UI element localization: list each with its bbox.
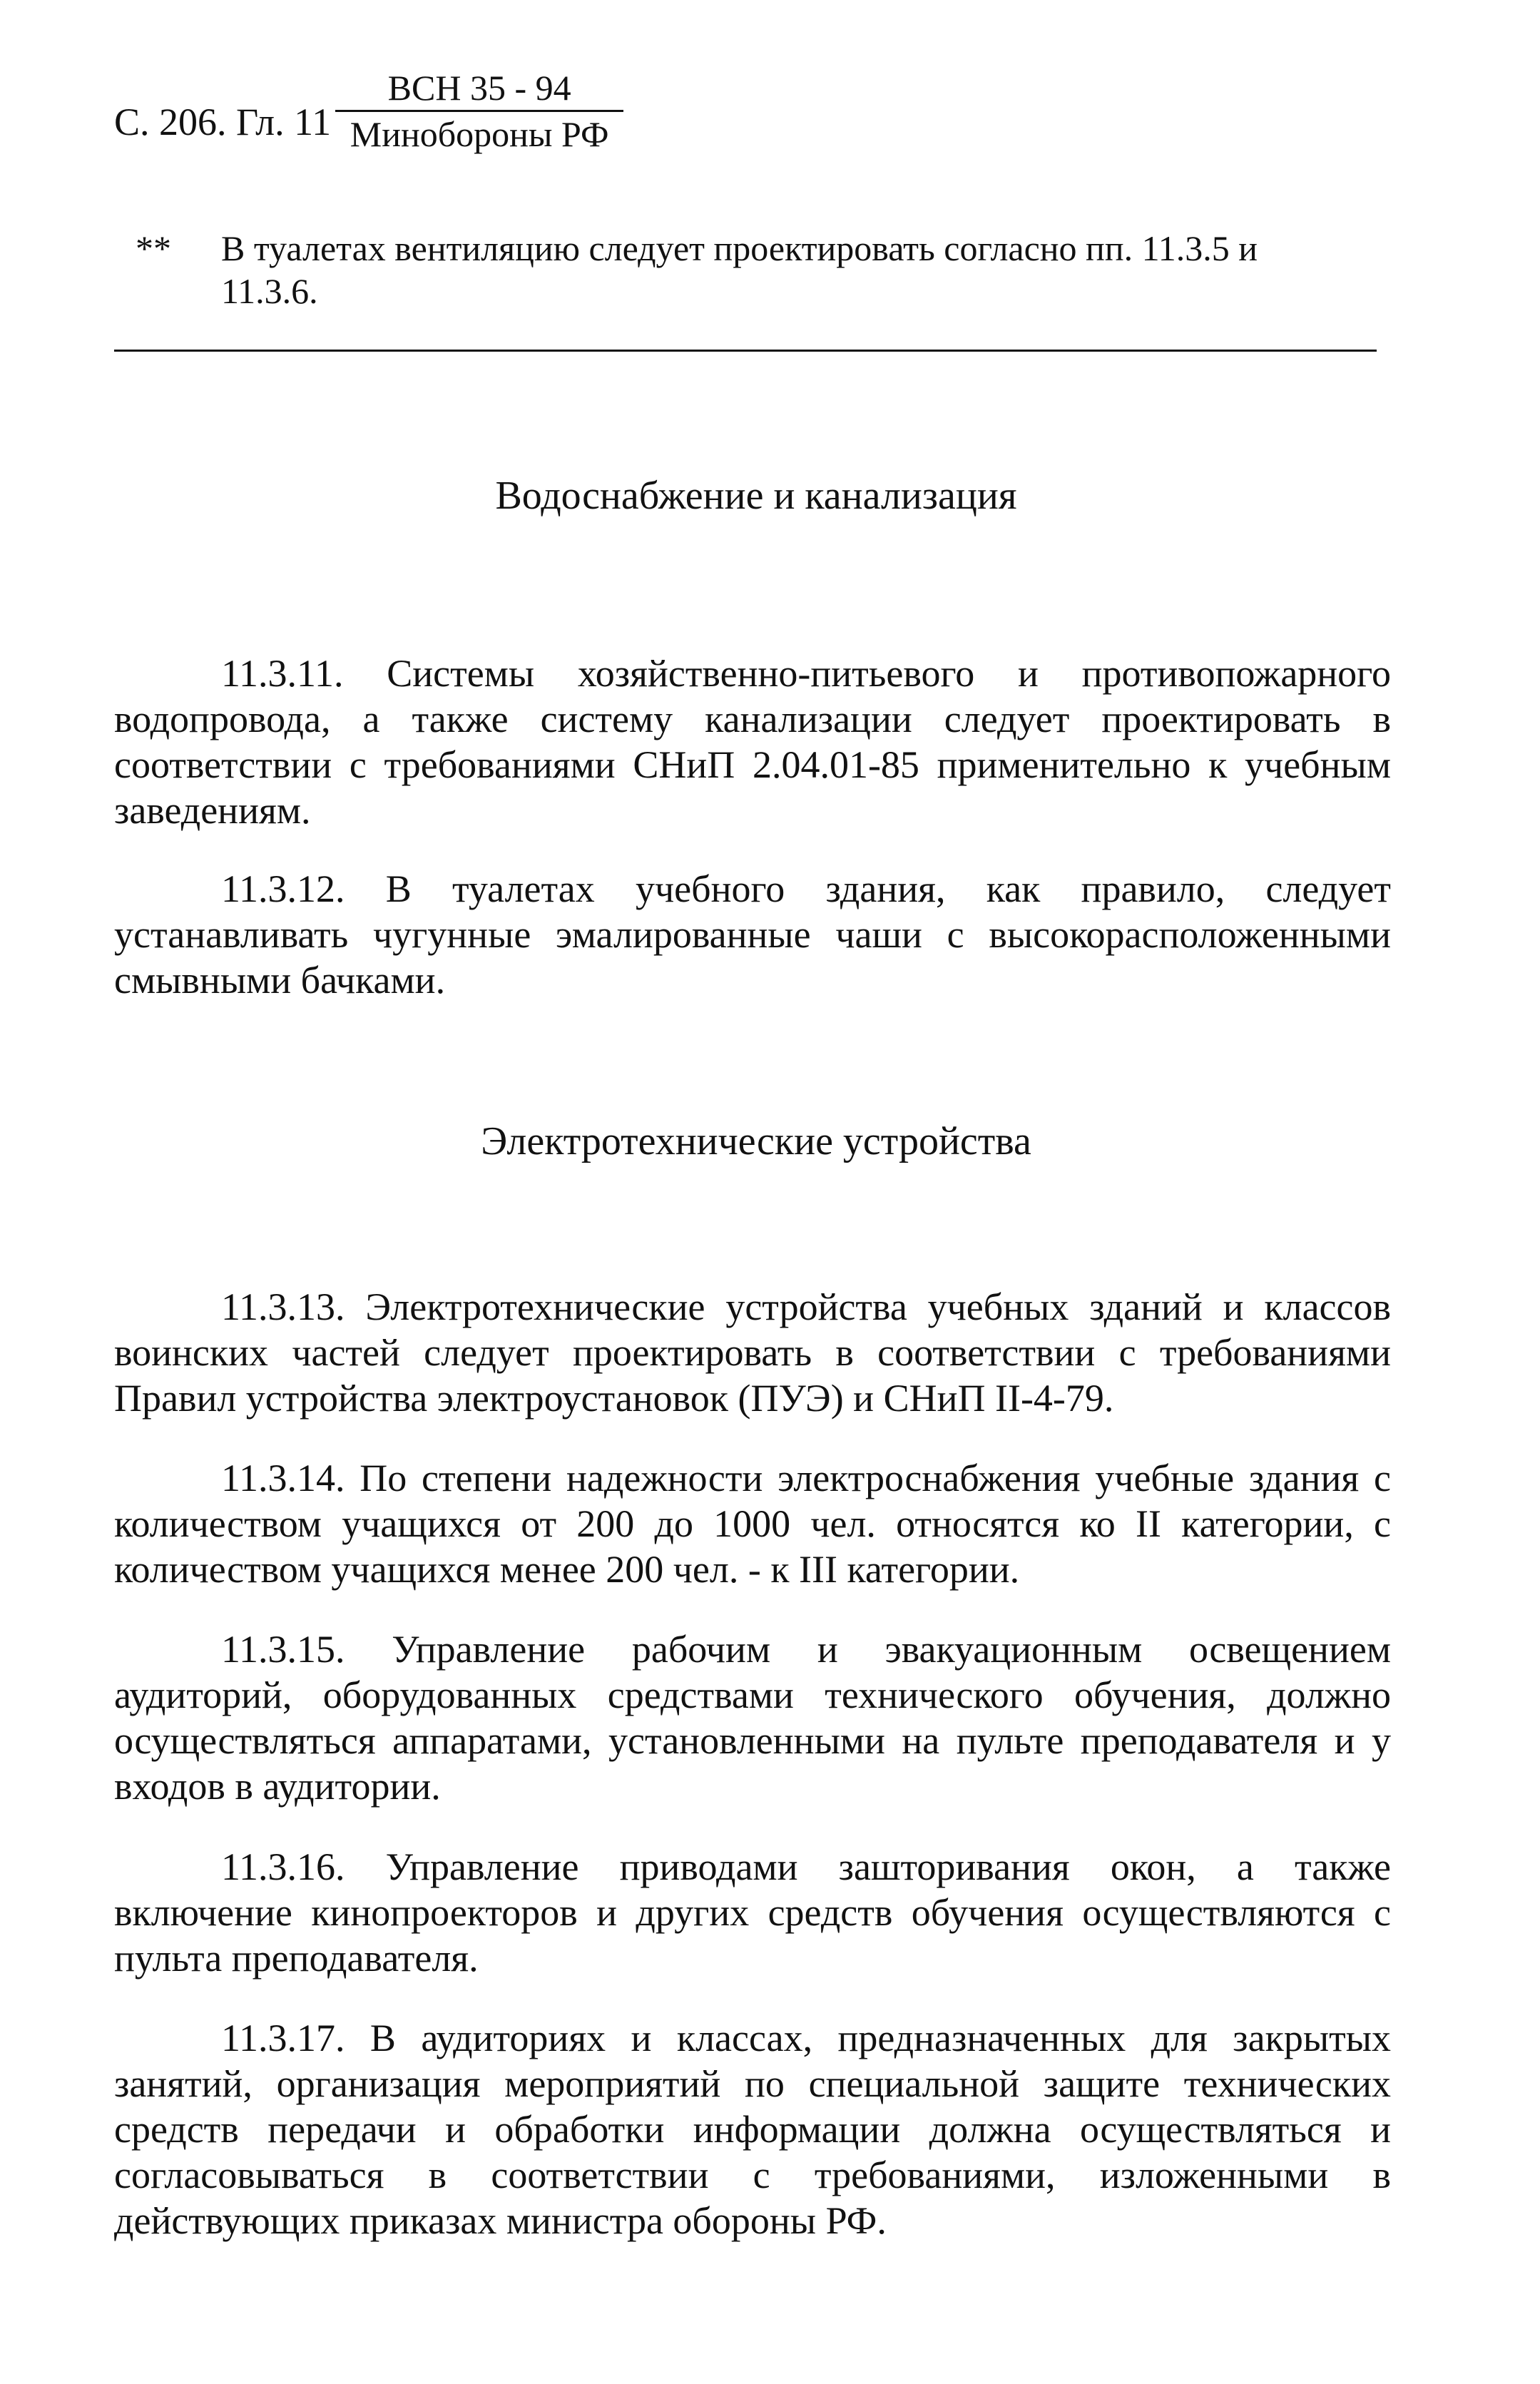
issuing-authority: Минобороны РФ xyxy=(350,114,609,154)
paragraph-11-3-14: 11.3.14. По степени надежности электроснабжения учебные здания с количеством учащихся от 200 до 1000 чел. относятся ко II категории, с количеством учащихся менее 200 чел. - к III категории. xyxy=(114,1457,1391,1591)
paragraph-11-3-12: 11.3.12. В туалетах учебного здания, как правило, следует устанавливать чугунные эмалированные чаши с высокорасположенными смывными бачками. xyxy=(114,867,1391,1002)
paragraph-11-3-15: 11.3.15. Управление рабочим и эвакуационным освещением аудиторий, оборудованных средствами технического обучения, должно осуществляться аппаратами, установленными на пульте преподавателя и у входов в аудитории. xyxy=(114,1628,1391,1808)
document-code: ВСН 35 - 94 xyxy=(335,70,623,112)
paragraph-11-3-16: 11.3.16. Управление приводами зашторивания окон, а также включение кинопроекторов и других средств обучения осуществляются с пульта преподавателя. xyxy=(114,1845,1391,1980)
paragraph-11-3-11: 11.3.11. Системы хозяйственно-питьевого и противопожарного водопровода, а также систему канализации следует проектировать в соответствии с требованиями СНиП 2.04.01-85 применительно к учебным заведениям. xyxy=(114,652,1391,832)
footnote xyxy=(114,227,1398,312)
paragraph-11-3-13: 11.3.13. Электротехнические устройства учебных зданий и классов воинских частей следует проектировать в соответствии с требованиями Правил устройства электроустановок (ПУЭ) и СНиП II-4-79. xyxy=(114,1285,1391,1420)
page-reference: С. 206. Гл. 11 xyxy=(114,100,332,143)
section-heading-electrical: Электротехнические устройства xyxy=(481,1119,1031,1163)
document-code-fraction xyxy=(335,70,623,152)
page-header xyxy=(114,68,623,154)
footnote-mark: ** xyxy=(136,228,171,268)
paragraph-11-3-17: 11.3.17. В аудиториях и классах, предназначенных для закрытых занятий, организация мероприятий по специальной защите технических средств передачи и обработки информации должна осуществляться и согласовываться в соответствии с требованиями, изложенными в действующих приказах министра обороны РФ. xyxy=(114,2017,1391,2242)
section-heading-water-supply: Водоснабжение и канализация xyxy=(495,474,1017,518)
footnote-text: В туалетах вентиляцию следует проектировать согласно пп. 11.3.5 и 11.3.6. xyxy=(221,228,1258,311)
horizontal-divider xyxy=(114,350,1377,352)
